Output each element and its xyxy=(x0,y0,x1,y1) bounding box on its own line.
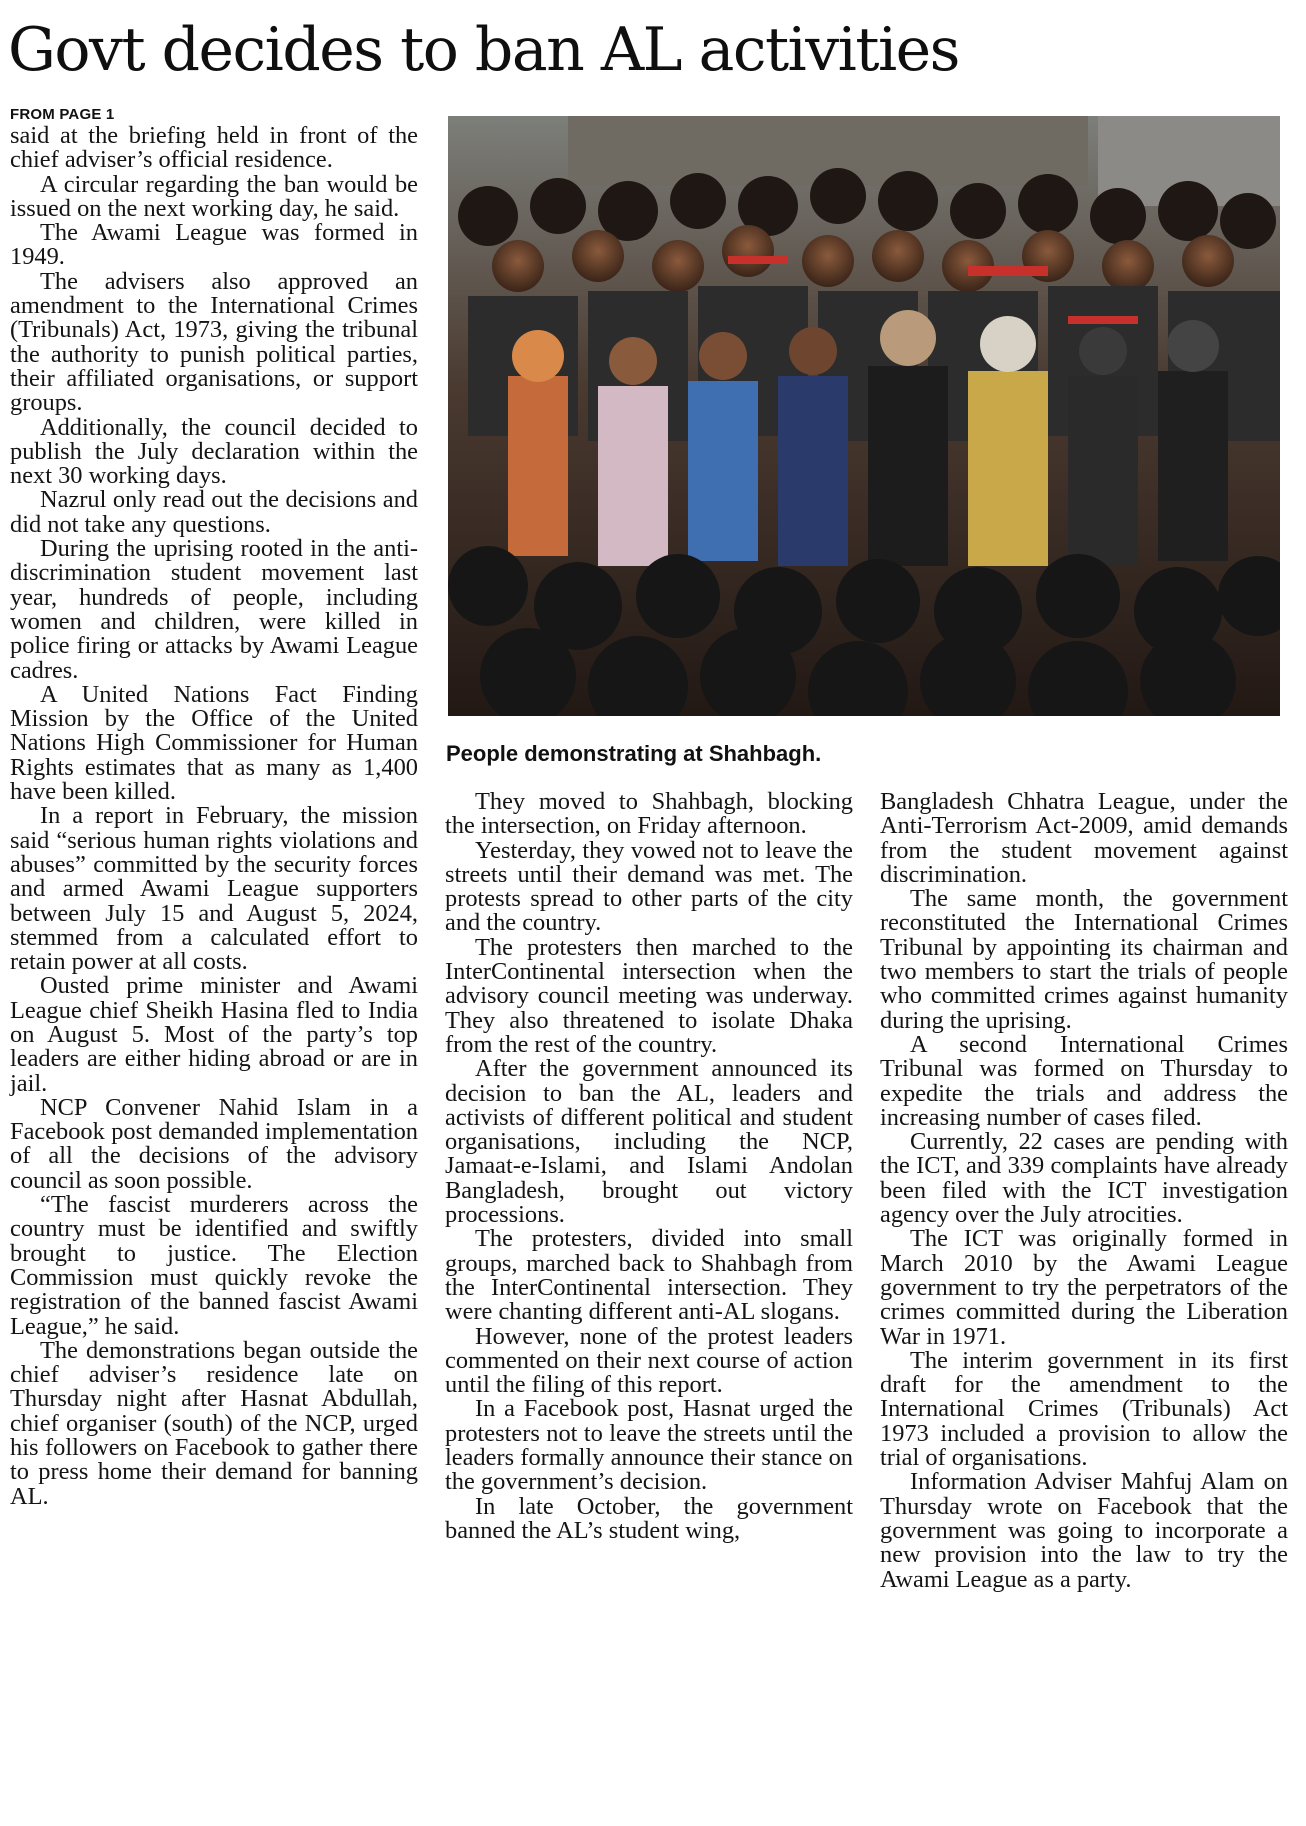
paragraph: NCP Convener Nahid Islam in a Facebook post demanded implementation of all the decisions of the advisory council as soon possible. xyxy=(10,1093,418,1194)
protest-photo xyxy=(448,116,1280,716)
paragraph: The interim government in its first draft for the amendment to the International Crimes (Tribunals) Act 1973 included a provision to allow the trial of organisations. xyxy=(880,1346,1288,1472)
paragraph: In late October, the government banned the AL’s student wing, xyxy=(445,1492,853,1544)
paragraph: Ousted prime minister and Awami League chief Sheikh Hasina fled to India on August 5. Most of the party’s top leaders are either hiding abroad or are in jail. xyxy=(10,972,418,1097)
paragraph: Currently, 22 cases are pending with the ICT, and 339 complaints have already been filed with the ICT investigation agency over the July atrocities. xyxy=(880,1128,1288,1229)
paragraph: The protesters, divided into small groups, marched back to Shahbagh from the InterContinental intersection. They were chanting different anti-AL slogans. xyxy=(445,1225,853,1326)
paragraph: The Awami League was formed in 1949. xyxy=(10,219,418,271)
paragraph: The demonstrations began outside the chief adviser’s residence late on Thursday night after Hasnat Abdullah, chief organiser (south) of the NCP, urged his followers on Facebook to gather there to press home their demand for banning AL. xyxy=(10,1336,418,1510)
paragraph: Additionally, the council decided to publish the July declaration within the next 30 working days. xyxy=(10,413,418,490)
column-3 xyxy=(880,790,1288,1592)
paragraph: said at the briefing held in front of the chief adviser’s official residence. xyxy=(10,122,418,174)
paragraph: The same month, the government reconstituted the International Crimes Tribunal by appointing its chairman and two members to start the trials of people who committed crimes against humanity during the uprising. xyxy=(880,885,1288,1034)
paragraph: They moved to Shahbagh, blocking the intersection, on Friday afternoon. xyxy=(445,788,853,840)
paragraph: In a Facebook post, Hasnat urged the protesters not to leave the streets until the leaders formally announce their stance on the government’s decision. xyxy=(445,1395,853,1496)
column-1 xyxy=(10,106,418,1509)
paragraph: “The fascist murderers across the country must be identified and swiftly brought to justice. The Election Commission must quickly revoke the registration of the banned fascist Awami League,” he said. xyxy=(10,1191,418,1340)
kicker-from-page: FROM PAGE 1 xyxy=(10,106,115,123)
paragraph: Information Adviser Mahfuj Alam on Thursday wrote on Facebook that the government was going to incorporate a new provision into the law to try the Awami League as a party. xyxy=(880,1468,1288,1593)
headline: Govt decides to ban AL activities xyxy=(8,15,959,85)
paragraph: The protesters then marched to the InterContinental intersection when the advisory council meeting was underway. They also threatened to isolate Dhaka from the rest of the country. xyxy=(445,933,853,1058)
paragraph: The advisers also approved an amendment to the International Crimes (Tribunals) Act, 1973, giving the tribunal the authority to punish political parties, their affiliated organisations, or support groups. xyxy=(10,267,418,417)
paragraph: Yesterday, they vowed not to leave the streets until their demand was met. The protests spread to other parts of the city and the country. xyxy=(445,836,853,937)
paragraph: Bangladesh Chhatra League, under the Anti-Terrorism Act-2009, amid demands from the student movement against discrimination. xyxy=(880,788,1288,888)
photo-caption: People demonstrating at Shahbagh. xyxy=(446,741,822,766)
paragraph: A second International Crimes Tribunal was formed on Thursday to expedite the trials and address the increasing number of cases filed. xyxy=(880,1030,1288,1131)
paragraph: After the government announced its decision to ban the AL, leaders and activists of different political and student organisations, including the NCP, Jamaat-e-Islami, and Islami Andolan Bangladesh, brought out victory processions. xyxy=(445,1055,853,1229)
paragraph: A circular regarding the ban would be issued on the next working day, he said. xyxy=(10,170,418,222)
paragraph: In a report in February, the mission said “serious human rights violations and abuses” committed by the security forces and armed Awami League supporters between July 15 and August 5, 2024, stemmed from a calculated effort to retain power at all costs. xyxy=(10,802,418,976)
paragraph: Nazrul only read out the decisions and did not take any questions. xyxy=(10,486,418,538)
paragraph: The ICT was originally formed in March 2010 by the Awami League government to try the perpetrators of the crimes committed during the Liberation War in 1971. xyxy=(880,1225,1288,1350)
column-2 xyxy=(445,790,853,1543)
paragraph: During the uprising rooted in the anti-discrimination student movement last year, hundreds of people, including women and children, were killed in police firing or attacks by Awami League cadres. xyxy=(10,535,418,684)
paragraph: However, none of the protest leaders commented on their next course of action until the filing of this report. xyxy=(445,1322,853,1399)
paragraph: A United Nations Fact Finding Mission by the Office of the United Nations High Commissioner for Human Rights estimates that as many as 1,400 have been killed. xyxy=(10,680,418,806)
